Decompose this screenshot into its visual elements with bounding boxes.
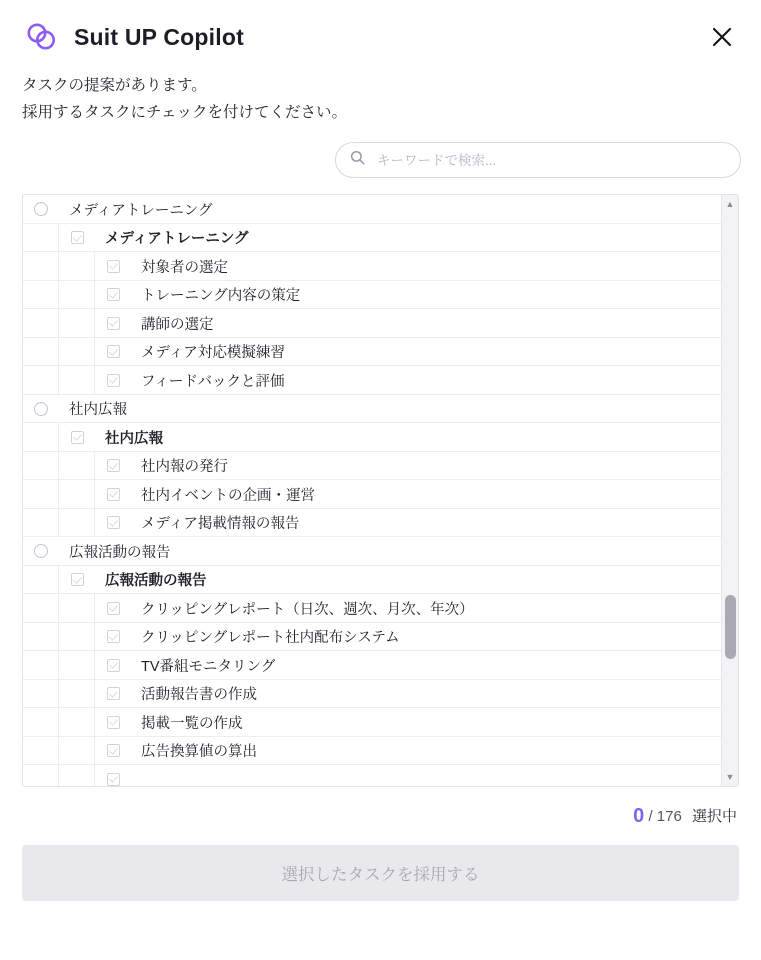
checkbox-cell[interactable] [59,566,95,594]
task-label: 対象者の選定 [141,259,228,276]
row-indent [23,651,59,679]
row-checkbox[interactable] [71,231,84,244]
row-indent [59,708,95,736]
task-label: 社内報の発行 [141,459,228,475]
task-label: 広報活動の報告 [105,573,207,589]
row-checkbox[interactable] [107,744,120,757]
task-row[interactable] [23,594,721,623]
checkbox-cell[interactable] [95,509,131,537]
task-label: クリッピングレポート（日次、週次、月次、年次） [141,601,474,618]
row-indent [59,594,95,622]
task-row[interactable] [23,423,721,452]
description-line-1: タスクの提案があります。 [22,77,207,94]
row-checkbox[interactable] [71,573,84,586]
task-label: メディア対応模擬練習 [141,345,285,361]
row-indent [23,452,59,480]
row-indent [23,252,59,280]
task-label: トレーニング内容の策定 [141,288,301,304]
task-label: 活動報告書の作成 [141,687,257,703]
row-indent [59,509,95,537]
task-label: 広告換算値の算出 [141,744,257,760]
row-indent [23,423,59,451]
checkbox-cell[interactable] [95,281,131,309]
checkbox-cell[interactable] [95,594,131,622]
row-indent [23,737,59,765]
task-list-scrollbar[interactable] [721,195,738,786]
row-checkbox[interactable] [107,716,120,729]
dialog-description [0,62,761,126]
task-row[interactable] [23,452,721,481]
row-checkbox[interactable] [107,516,120,529]
page-title: Suit UP Copilot [74,23,244,50]
task-row[interactable] [23,480,721,509]
row-checkbox[interactable] [107,659,120,672]
selected-count: 0 [633,805,645,828]
row-indent [59,765,95,786]
search-row [0,126,761,178]
checkbox-cell[interactable] [95,309,131,337]
task-label: メディア掲載情報の報告 [141,516,300,532]
row-radio[interactable] [34,402,48,416]
task-row[interactable] [23,737,721,766]
task-row[interactable] [23,252,721,281]
row-indent [59,338,95,366]
row-checkbox[interactable] [107,602,120,615]
search-box[interactable] [335,142,741,178]
task-row[interactable] [23,195,721,224]
scrollbar-thumb[interactable] [725,595,736,659]
task-row[interactable] [23,623,721,652]
row-indent [59,366,95,394]
task-label: 講師の選定 [141,316,214,333]
row-indent [59,281,95,309]
chevron-up-icon[interactable]: ▲ [722,195,739,213]
checkbox-cell[interactable] [59,224,95,252]
row-indent [59,252,95,280]
row-indent [59,452,95,480]
task-label: 社内イベントの企画・運営 [141,487,315,504]
task-list [22,194,739,787]
row-checkbox[interactable] [107,459,120,472]
task-row[interactable] [23,281,721,310]
row-checkbox[interactable] [107,773,120,786]
row-indent [59,623,95,651]
checkbox-cell[interactable] [59,423,95,451]
checkbox-cell[interactable] [95,623,131,651]
task-label: 掲載一覧の作成 [141,715,243,732]
row-indent [59,737,95,765]
row-radio[interactable] [34,544,48,558]
row-indent [23,594,59,622]
task-label: メディアトレーニング [69,202,213,219]
row-indent [59,651,95,679]
checkbox-cell[interactable] [95,765,131,786]
search-input[interactable] [375,152,726,169]
description-line-2: 採用するタスクにチェックを付けてください。 [22,104,348,122]
row-indent [23,480,59,508]
row-indent [23,338,59,366]
chevron-down-icon[interactable]: ▼ [722,768,739,786]
task-label: クリッピングレポート社内配布システム [141,630,400,646]
row-indent [23,509,59,537]
submit-area [0,828,761,901]
row-checkbox[interactable] [107,260,120,273]
selection-count [0,787,761,828]
checkbox-cell[interactable] [95,708,131,736]
radio-cell[interactable] [23,395,59,423]
row-checkbox[interactable] [107,630,120,643]
total-count: / 176 [648,808,682,826]
row-checkbox[interactable] [107,687,120,700]
count-label: 選択中 [691,808,737,826]
task-row[interactable] [23,566,721,595]
row-indent [23,281,59,309]
row-indent [23,566,59,594]
radio-cell[interactable] [23,537,59,565]
task-label: 社内広報 [105,430,163,447]
checkbox-cell[interactable] [95,737,131,765]
row-checkbox[interactable] [107,374,120,387]
search-icon [350,150,365,170]
row-checkbox[interactable] [107,345,120,358]
checkbox-cell[interactable] [95,651,131,679]
dialog-header [0,0,761,62]
task-row[interactable] [23,680,721,709]
row-radio[interactable] [34,202,48,216]
task-label: メディアトレーニング [105,231,249,247]
task-label: フィードバックと評価 [141,373,285,390]
row-checkbox[interactable] [107,488,120,501]
checkbox-cell[interactable] [95,366,131,394]
task-row[interactable] [23,651,721,680]
checkbox-cell[interactable] [95,252,131,280]
row-indent [59,309,95,337]
task-row[interactable] [23,309,721,338]
task-row[interactable] [23,765,721,786]
close-icon[interactable] [705,20,739,54]
row-indent [23,680,59,708]
checkbox-cell[interactable] [95,338,131,366]
checkbox-cell[interactable] [95,480,131,508]
task-row[interactable] [23,366,721,395]
task-row[interactable] [23,537,721,566]
row-indent [23,366,59,394]
task-row[interactable] [23,224,721,253]
row-indent [23,224,59,252]
row-indent [23,765,59,786]
task-label: TV番組モニタリング [141,658,276,675]
row-indent [59,480,95,508]
task-label: 広報活動の報告 [69,544,171,561]
row-indent [23,708,59,736]
checkbox-cell[interactable] [95,680,131,708]
row-indent [59,680,95,708]
row-checkbox[interactable] [107,288,120,301]
task-row[interactable] [23,708,721,737]
row-checkbox[interactable] [107,317,120,330]
radio-cell[interactable] [23,195,59,223]
task-row[interactable] [23,509,721,538]
row-indent [23,309,59,337]
row-indent [23,623,59,651]
task-row[interactable] [23,395,721,424]
adopt-tasks-button[interactable]: 選択したタスクを採用する [22,845,739,901]
task-list-scroll-area[interactable] [23,195,721,786]
task-row[interactable] [23,338,721,367]
task-label: 社内広報 [69,402,127,418]
copilot-logo-icon [22,18,60,56]
checkbox-cell[interactable] [95,452,131,480]
row-checkbox[interactable] [71,431,84,444]
